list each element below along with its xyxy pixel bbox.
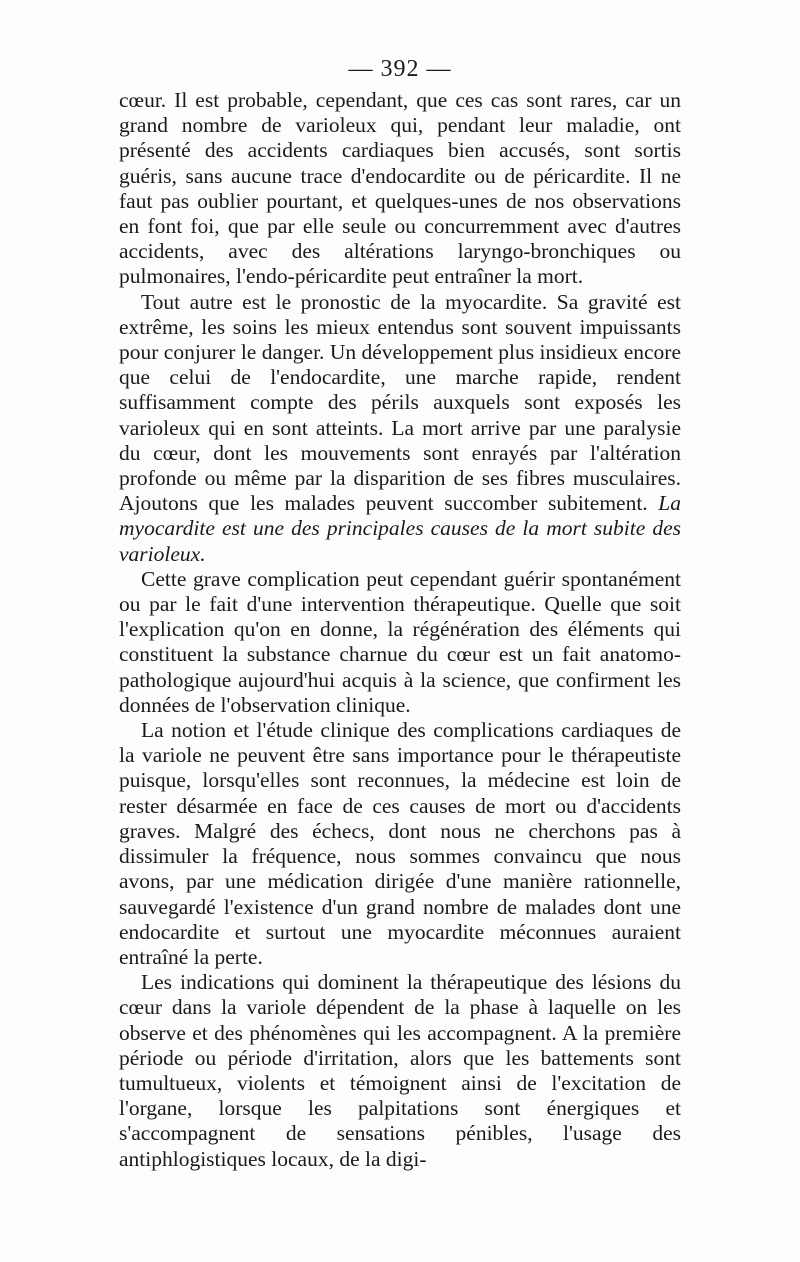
paragraph-1 [119,88,681,290]
paragraph-2 [119,290,681,567]
paragraph-3 [119,567,681,718]
paragraph-4-text: La notion et l'étude clinique des complications cardiaques de la variole ne peuvent être sans importance pour le thérapeutiste puisque, lorsqu'elles sont reconnues, la médecine est loin de rester désarmée en face de ces causes de mort ou d'accidents graves. Malgré des échecs, dont nous ne cherchons pas à dissimuler la fréquence, nous sommes convaincu que nous avons, par une médication dirigée d'une manière rationnelle, sauvegardé l'existence d'un grand nombre de malades dont une endocardite et surtout une myocardite méconnues auraient entraîné la perte. [119,718,681,969]
paragraph-1-text: cœur. Il est probable, cependant, que ces cas sont rares, car un grand nombre de varioleux qui, pendant leur maladie, ont présenté des accidents cardiaques bien accusés, sont sortis guéris, sans aucune trace d'endocardite ou de péricardite. Il ne faut pas oublier pourtant, et quelques-unes de nos observations en font foi, que par elle seule ou concurremment avec d'autres accidents, avec des altérations laryngo-bronchiques ou pulmonaires, l'endo-péricardite peut entraîner la mort. [119,88,681,289]
page-number: — 392 — [348,56,452,82]
body-text [119,88,681,1172]
paragraph-5 [119,970,681,1172]
paragraph-3-text: Cette grave complication peut cependant guérir spontanément ou par le fait d'une intervention thérapeutique. Quelle que soit l'explication qu'on en donne, la régénération des éléments qui constituent la substance charnue du cœur est un fait anatomo-pathologique aujourd'hui acquis à la science, que confirment les données de l'observation clinique. [119,566,681,717]
paragraph-4 [119,718,681,970]
paragraph-5-text: Les indications qui dominent la thérapeutique des lésions du cœur dans la variole dépendent de la phase à laquelle on les observe et des phénomènes qui les accompagnent. A la première période ou période d'irritation, alors que les battements sont tumultueux, violents et témoignent ainsi de l'excitation de l'organe, lorsque les palpitations sont énergiques et s'accompagnent de sensations pénibles, l'usage des antiphlogistiques locaux, de la digi- [119,970,681,1171]
paragraph-2-text: Tout autre est le pronostic de la myocardite. Sa gravité est extrême, les soins les mieux entendus sont souvent impuissants pour conjurer le danger. Un développement plus insidieux encore que celui de l'endocardite, une marche rapide, rendent suffisamment compte des périls auxquels sont exposés les varioleux qui en sont atteints. La mort arrive par une paralysie du cœur, dont les mouvements sont enrayés par l'altération profonde ou même par la disparition de ses fibres musculaires. Ajoutons que les malades peuvent succomber subitement. [119,289,681,516]
paragraph-2-italic-emphasis: La myocardite est une des principales causes de la mort subite des varioleux. [119,491,681,566]
